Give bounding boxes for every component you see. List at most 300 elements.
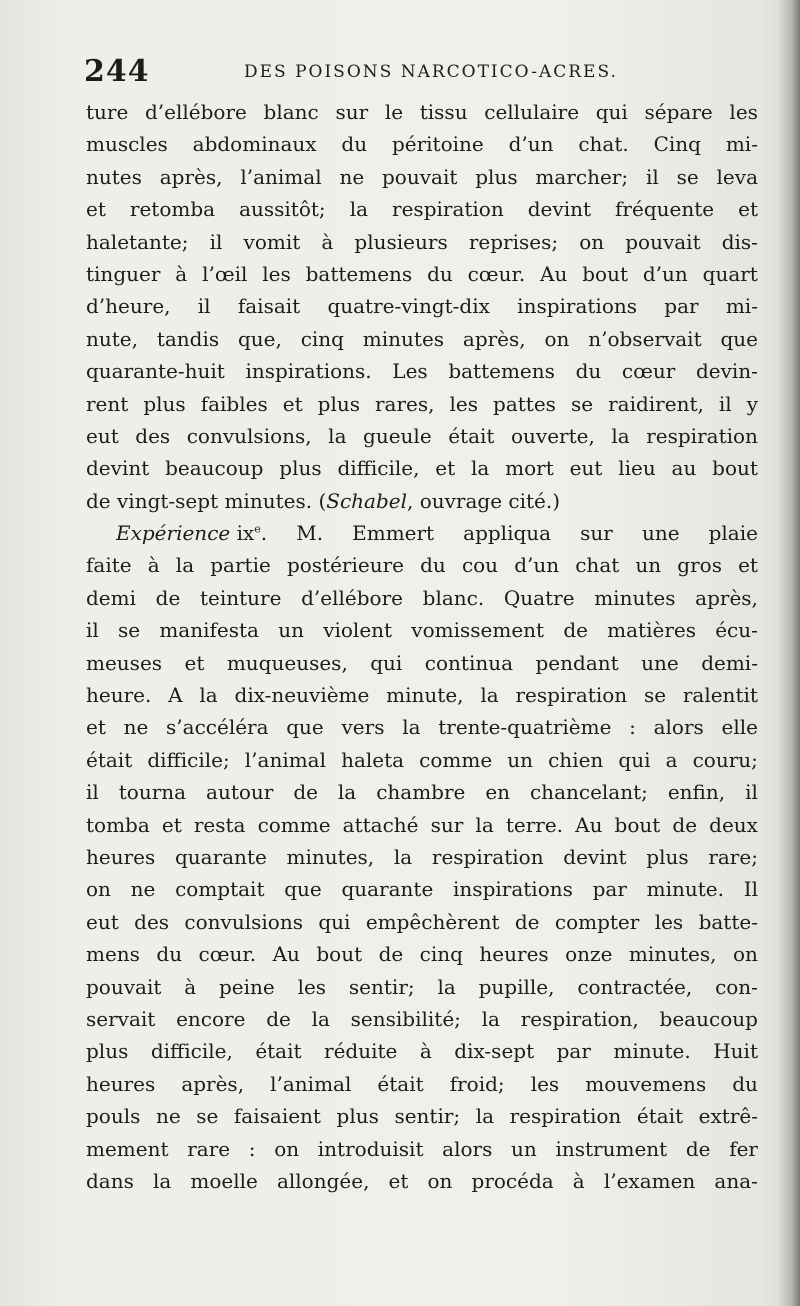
word: après, [695,585,758,610]
word: quart [702,261,758,286]
text-line [86,96,758,128]
word: respiration [515,683,628,708]
word: bout [316,942,363,967]
word: faisait [237,294,301,319]
word: du [156,942,183,967]
word: respiration [431,844,544,869]
word: de [155,585,181,610]
word: introduisit [317,1136,424,1161]
word: bout [582,261,628,286]
word: manifesta [159,618,259,643]
word: d’heure, [86,294,171,319]
word: se [196,1104,219,1129]
word: une [641,650,679,675]
word: gros [677,553,722,578]
text-line [86,1068,758,1100]
word: battemens [305,261,413,286]
text-line [86,873,758,905]
numeral-superscript: e [254,522,261,536]
text-fragment: de vingt-sept minutes. ( [86,488,327,513]
word: et [161,812,182,837]
word: nute, [86,326,138,351]
word: cinq [419,942,463,967]
word: de [293,780,318,805]
word: cœur. [198,942,257,967]
word: abdominaux [192,132,317,157]
word: dis- [721,229,758,254]
word: cou [461,553,499,578]
word: écu- [715,618,758,643]
word: on [274,1136,300,1161]
word: quarante [174,844,267,869]
word: meuses [86,650,163,675]
word: se [570,391,594,416]
word: était [86,747,133,772]
word: sur [580,521,613,546]
word: du [575,359,602,384]
word: haletante; [86,229,189,254]
word: plus [279,456,322,481]
word: battemens [448,359,555,384]
word: un [511,1136,537,1161]
word: devint [563,844,627,869]
text-line [86,323,758,355]
text-line [86,744,758,776]
word: : [629,715,636,740]
word: la [480,683,499,708]
word: la [471,456,490,481]
word: a [665,747,678,772]
text-line [86,679,758,711]
word: demi [86,585,136,610]
word: était [448,423,495,448]
word: quarante [341,877,434,902]
word: raidirent, [608,391,704,416]
word: resta [193,812,246,837]
word: par [664,294,699,319]
word: fréquente [615,197,715,222]
word: postérieure [286,553,404,578]
text-line [86,614,758,646]
word: il [645,164,659,189]
word: un [507,747,534,772]
word: tandis [156,326,220,351]
word: plusieurs [354,229,448,254]
text-line [86,906,758,938]
text-line [86,711,758,743]
word: demi- [701,650,758,675]
word: du [427,261,453,286]
word: fer [729,1136,758,1161]
text-line [86,1100,758,1132]
word: Huit [713,1039,758,1064]
word: rare [187,1136,231,1161]
word: la [337,780,357,805]
word: rare; [708,844,758,869]
word: se [643,683,667,708]
word: partie [210,553,271,578]
word: quarante-huit [86,359,225,384]
word: qui [318,909,351,934]
text-line [86,420,758,452]
word: chat [575,553,620,578]
word: par [592,877,627,902]
word: les [530,1071,560,1096]
word: rent [86,391,129,416]
word: de [514,909,540,934]
word: appliqua [463,521,552,546]
word: ne [339,164,365,189]
word: minute. [613,1039,691,1064]
word: continua [424,650,514,675]
word: et [86,715,106,740]
text-line [86,1165,758,1197]
word: procéda [471,1168,554,1193]
word: on [86,877,111,902]
experiment-numeral: ix [236,521,255,546]
word: tomba [86,812,150,837]
word: devint [86,456,150,481]
author-name: Schabel [326,488,407,513]
word: Cinq [653,132,701,157]
text-line [86,809,758,841]
word: du [420,553,446,578]
word: un [635,553,662,578]
word: à [572,1168,585,1193]
word: d’ellébore [301,585,403,610]
word: Il [743,877,758,902]
word: ralentit [682,683,758,708]
word: mouvemens [585,1071,707,1096]
word: attaché [342,812,419,837]
word: les [297,974,327,999]
word: la [152,1168,172,1193]
word: Les [392,359,428,384]
text-line [86,452,758,484]
text-line [86,226,758,258]
text-line [86,582,758,614]
word: moelle [190,1168,258,1193]
word: la [402,715,421,740]
word: autour [206,780,274,805]
word: Au [540,261,568,286]
word: minutes [594,585,676,610]
word: la [437,974,456,999]
word: sur [335,100,369,124]
word: et [435,456,456,481]
word: chien [548,747,604,772]
word: cœur. [467,261,526,286]
word: cinq [300,326,344,351]
word: à [147,553,160,578]
page-edge-shadow [778,0,800,1306]
word: et [738,553,758,578]
word: on [732,942,758,967]
word: du [732,1071,758,1096]
word: par [556,1039,591,1064]
word: pupille, [478,974,555,999]
word: vomissement [411,618,545,643]
word: on [579,229,605,254]
word: d’ellébore [145,100,247,124]
word: rares, [375,391,435,416]
word: heures [86,1071,156,1096]
word: violent [323,618,393,643]
word: au [671,456,697,481]
word: Quatre [503,585,575,610]
text-line [86,485,758,517]
word: quatre-vingt-dix [327,294,490,319]
word: minutes, [628,942,717,967]
word: l’œil [202,261,248,286]
word: la [311,1006,330,1031]
word: la [199,683,218,708]
word: que, [237,326,282,351]
word: de [563,618,588,643]
word: tissu [419,100,468,124]
text-line [86,128,758,160]
word: il [86,618,99,643]
word: faibles [200,391,268,416]
word: il [745,780,758,805]
word: ture [86,100,129,124]
running-title: DES POISONS NARCOTICO-ACRES. [244,62,618,82]
running-head [84,52,764,92]
word: d’un [514,553,560,578]
word: difficile, [337,456,420,481]
word: pouvait [625,229,701,254]
word: sensibilité; [350,1006,461,1031]
word: Emmert [352,521,435,546]
word: que [284,877,322,902]
word: pattes [493,391,556,416]
word: Au [272,942,300,967]
word: plus [86,1039,129,1064]
word: gueule [363,423,432,448]
word: de [266,1006,291,1031]
word: était [636,1104,684,1129]
word: minute, [386,683,464,708]
experiment-label: Expérience [116,521,231,546]
word: respiration [392,197,504,222]
word: plus [143,391,186,416]
word: qui [618,747,651,772]
word: compter [554,909,640,934]
word: la [328,423,347,448]
word: inspirations. [245,359,372,384]
text-line [86,258,758,290]
word: on [427,1168,453,1193]
word: ana- [714,1168,758,1193]
text-line [86,938,758,970]
word: reprises; [468,229,559,254]
word: dix-sept [454,1039,535,1064]
word: alors [442,1136,493,1161]
experiment-heading [116,517,267,549]
word: le [384,100,404,124]
word: après, [159,164,223,189]
word: et [86,197,106,222]
word: chat. [578,132,629,157]
word: ne [155,1104,181,1129]
word: elle [721,715,758,740]
word: couru; [692,747,758,772]
word: devint [527,197,592,222]
word: instrument [555,1136,668,1161]
word: bout [614,812,661,837]
word: pouls [86,1104,141,1129]
word: et [388,1168,409,1193]
text-line [86,776,758,808]
text-line [86,841,758,873]
word: plaie [708,521,758,546]
word: servait [86,1006,156,1031]
word: à [419,1039,432,1064]
word: nutes [86,164,142,189]
word: il [86,780,99,805]
word: il [209,229,223,254]
text-line [86,517,758,549]
word: du [341,132,368,157]
word: mement [86,1136,169,1161]
word: réduite [324,1039,398,1064]
text-fragment: . [260,521,268,546]
word: sentir; [394,1104,461,1129]
word: muqueuses, [226,650,348,675]
word: était [255,1039,302,1064]
word: et [282,391,303,416]
word: sur [430,812,464,837]
word: comme [257,812,331,837]
word: mort [505,456,554,481]
word: la [349,197,369,222]
word: empêchèrent [365,909,500,934]
word: la [475,812,494,837]
word: dans [86,1168,134,1193]
word: plus [317,391,360,416]
word: alors [653,715,704,740]
word: convulsions, [186,423,312,448]
word: marcher; [535,164,629,189]
word: leva [716,164,758,189]
word: ne [130,877,156,902]
word: et [184,650,205,675]
word: respiration, [520,1006,639,1031]
word: il [197,294,211,319]
word: retomba [129,197,216,222]
word: devin- [695,359,758,384]
text-line [86,161,758,193]
word: les [262,261,291,286]
word: heures [479,942,549,967]
word: tourna [118,780,187,805]
word: plus [475,164,518,189]
text-line [86,355,758,387]
word: eut [569,456,603,481]
word: faite [86,553,132,578]
word: plus [336,1104,379,1129]
word: aussitôt; [239,197,326,222]
word: la [175,553,195,578]
word: ne [123,715,149,740]
word: con- [715,974,758,999]
word: Au [575,812,603,837]
word: était [377,1071,424,1096]
word: les [654,909,684,934]
page-number: 244 [84,54,150,89]
word: A [168,683,183,708]
text-fragment: , ouvrage cité.) [407,488,561,513]
word: des [134,909,170,934]
word: beaucoup [165,456,264,481]
word: l’animal [270,1071,352,1096]
word: heure. [86,683,152,708]
text-line [86,647,758,679]
word: pendant [535,650,619,675]
word: blanc [263,100,319,124]
word: haleta [341,747,405,772]
word: la [481,1006,500,1031]
word: mens [86,942,140,967]
word: sentir; [348,974,415,999]
word: de [685,1136,711,1161]
text-line [86,290,758,322]
word: de [672,812,698,837]
word: qui [370,650,403,675]
word: y [746,391,758,416]
word: d’un [508,132,554,157]
word: s’accéléra [166,715,269,740]
word: difficile, [150,1039,233,1064]
word: blanc. [422,585,485,610]
word: trente-quatrième [438,715,612,740]
word: la [611,423,630,448]
word: il [718,391,732,416]
word: un [278,618,304,643]
text-line [86,1133,758,1165]
word: les [449,391,479,416]
word: que [720,326,758,351]
word: allongée, [276,1168,370,1193]
word: pouvait [382,164,458,189]
word: M. [296,521,324,546]
word: encore [176,1006,246,1031]
word: : [248,1136,256,1161]
word: comme [419,747,493,772]
word: inspirations [453,877,573,902]
word: minute. [646,877,724,902]
word: à [321,229,334,254]
word: froid; [449,1071,505,1096]
word: après, [462,326,526,351]
word: onze [565,942,613,967]
word: vers [341,715,385,740]
word: les [729,100,758,124]
word: n’observait [588,326,702,351]
word: inspirations [517,294,638,319]
word: des [135,423,171,448]
word: l’examen [603,1168,696,1193]
word: se [118,618,141,643]
word: d’un [642,261,688,286]
word: et [738,197,758,222]
word: matières [607,618,696,643]
text-line [86,1003,758,1035]
word: de [378,942,404,967]
text-line [86,971,758,1003]
word: minutes [362,326,445,351]
word: à [184,974,197,999]
